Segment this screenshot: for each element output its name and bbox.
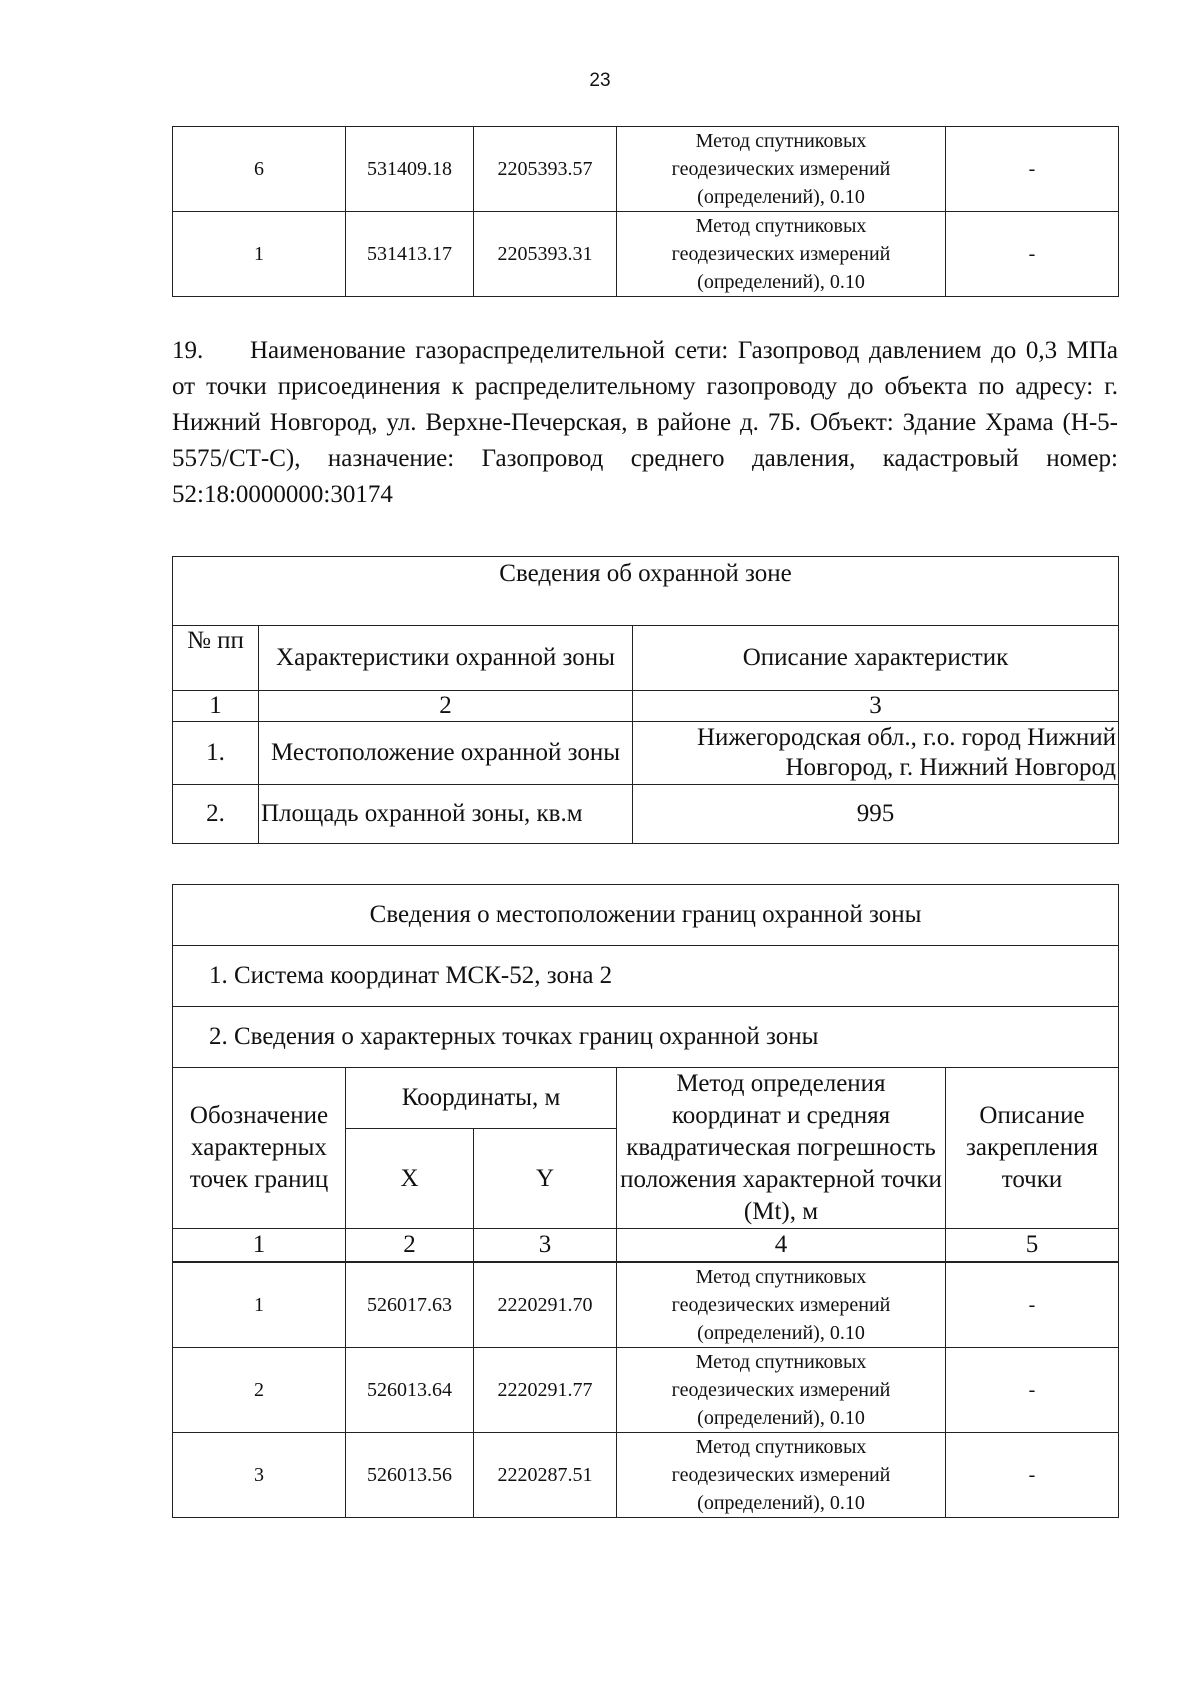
coord-y: 2220291.70 <box>474 1263 617 1348</box>
coord-y: 2205393.31 <box>474 212 617 297</box>
points-title: 2. Сведения о характерных точках границ охранной зоны <box>173 1007 1119 1068</box>
point-id: 3 <box>173 1433 346 1518</box>
coord-x: 526017.63 <box>346 1263 474 1348</box>
boundary-points-table <box>172 1262 1119 1518</box>
method-line: геодезических измерений <box>671 1379 891 1401</box>
column-number: 1 <box>173 1229 346 1262</box>
column-number: 5 <box>946 1229 1119 1262</box>
header-y: Y <box>474 1129 617 1229</box>
boundary-table-title: Сведения о местоположении границ охранной зоны <box>173 885 1119 946</box>
table-row <box>173 1433 1119 1518</box>
zone-table-title: Сведения об охранной зоне <box>173 557 1119 626</box>
method-cell <box>617 1433 946 1518</box>
point-description: - <box>946 1348 1119 1433</box>
method-line: (определений), 0.10 <box>697 1492 865 1514</box>
characteristic-value: Нижегородская обл., г.о. город Нижний Новгород, г. Нижний Новгород <box>633 722 1119 785</box>
boundary-table <box>172 884 1119 1262</box>
point-id: 2 <box>173 1348 346 1433</box>
method-line: геодезических измерений <box>671 1294 891 1316</box>
point-description: - <box>946 127 1119 212</box>
table-row <box>173 127 1119 212</box>
point-id: 6 <box>173 127 346 212</box>
method-line: Метод спутниковых <box>695 130 867 152</box>
method-cell <box>617 127 946 212</box>
header-designation: Обозначение характерных точек границ <box>173 1068 346 1229</box>
method-line: Метод спутниковых <box>695 1266 867 1288</box>
method-line: геодезических измерений <box>671 243 891 265</box>
coord-x: 531409.18 <box>346 127 474 212</box>
point-description: - <box>946 1263 1119 1348</box>
coord-x: 526013.64 <box>346 1348 474 1433</box>
protection-zone-table <box>172 556 1119 844</box>
section-paragraph <box>172 333 1118 513</box>
method-line: Метод спутниковых <box>695 215 867 237</box>
column-number: 3 <box>474 1229 617 1262</box>
table-title-row <box>173 557 1119 626</box>
method-line: Метод спутниковых <box>695 1351 867 1373</box>
column-number: 1 <box>173 691 259 722</box>
point-id: 1 <box>173 1263 346 1348</box>
coord-y: 2205393.57 <box>474 127 617 212</box>
header-characteristics: Характеристики охранной зоны <box>259 626 633 691</box>
method-line: (определений), 0.10 <box>697 1322 865 1344</box>
table-header-row <box>173 1068 1119 1129</box>
coordinate-system-row <box>173 946 1119 1007</box>
header-coordinates: Координаты, м <box>346 1068 617 1129</box>
point-description: - <box>946 212 1119 297</box>
table-title-row <box>173 885 1119 946</box>
coord-y: 2220291.77 <box>474 1348 617 1433</box>
section-number: 19. <box>172 337 204 364</box>
characteristic-value: 995 <box>633 785 1119 844</box>
header-description: Описание характеристик <box>633 626 1119 691</box>
points-title-row <box>173 1007 1119 1068</box>
method-cell <box>617 1348 946 1433</box>
table-row <box>173 722 1119 785</box>
method-line: (определений), 0.10 <box>697 1407 865 1429</box>
row-number: 2. <box>173 785 259 844</box>
row-number: 1. <box>173 722 259 785</box>
column-number: 4 <box>617 1229 946 1262</box>
coord-y: 2220287.51 <box>474 1433 617 1518</box>
coord-x: 526013.56 <box>346 1433 474 1518</box>
header-fixing-description: Описание закрепления точки <box>946 1068 1119 1229</box>
method-line: геодезических измерений <box>671 158 891 180</box>
table-row <box>173 1263 1119 1348</box>
column-numbers-row <box>173 1229 1119 1262</box>
page-number: 23 <box>589 70 611 91</box>
column-number: 2 <box>346 1229 474 1262</box>
table-row <box>173 785 1119 844</box>
header-x: X <box>346 1129 474 1229</box>
characteristic-name: Площадь охранной зоны, кв.м <box>259 785 633 844</box>
method-line: геодезических измерений <box>671 1464 891 1486</box>
method-line: (определений), 0.10 <box>697 271 865 293</box>
section-text: Наименование газораспределительной сети: Газопровод давлением до 0,3 МПа от точки присоединения к распределительному газопроводу до объекта по адресу: г. Нижний Новгород, ул. Верхне-Печерская, в районе д. 7Б. Объект: Здание Храма (Н-5-5575/СТ-С), назначение: Газопровод среднего давления, кадастровый номер: 52:18:0000000:30174 <box>172 337 1118 508</box>
point-id: 1 <box>173 212 346 297</box>
method-cell <box>617 1263 946 1348</box>
column-number: 2 <box>259 691 633 722</box>
method-line: (определений), 0.10 <box>697 186 865 208</box>
table-row <box>173 1348 1119 1433</box>
coordinate-system: 1. Система координат МСК-52, зона 2 <box>173 946 1119 1007</box>
table-row <box>173 212 1119 297</box>
top-coordinates-table <box>172 126 1119 297</box>
column-numbers-row <box>173 691 1119 722</box>
method-line: Метод спутниковых <box>695 1436 867 1458</box>
characteristic-name: Местоположение охранной зоны <box>259 722 633 785</box>
header-method: Метод определения координат и средняя квадратическая погрешность положения характерной точки (Mt), м <box>617 1068 946 1229</box>
header-number: № пп <box>173 626 259 691</box>
table-header-row <box>173 626 1119 691</box>
method-cell <box>617 212 946 297</box>
point-description: - <box>946 1433 1119 1518</box>
coord-x: 531413.17 <box>346 212 474 297</box>
column-number: 3 <box>633 691 1119 722</box>
